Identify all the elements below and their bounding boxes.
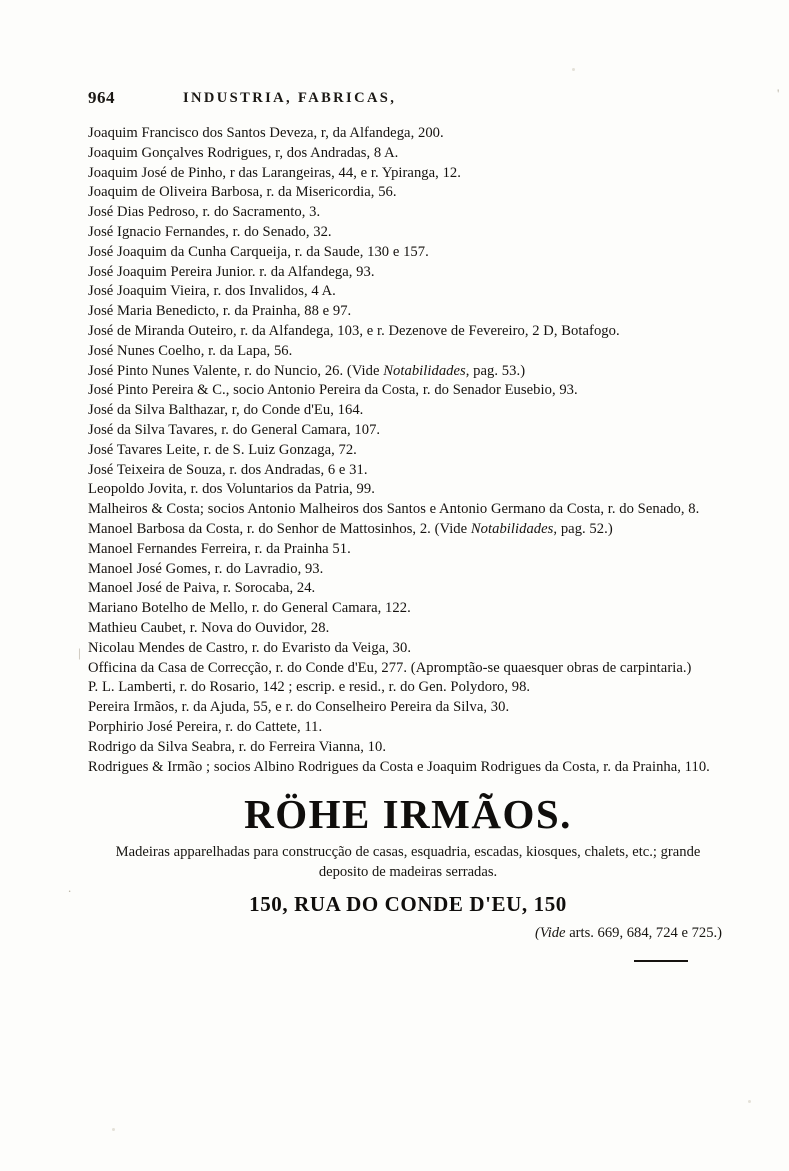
list-item: José Joaquim Pereira Junior. r. da Alfandega, 93. [88,263,375,280]
list-item: Pereira Irmãos, r. da Ajuda, 55, e r. do Conselheiro Pereira da Silva, 30. [88,699,510,716]
advertisement-description: Madeiras apparelhadas para construcção de casas, esquadria, escadas, kiosques, chalets, etc.; grande deposito de madeiras serradas. [115,843,701,880]
list-item: Mathieu Caubet, r. Nova do Ouvidor, 28. [88,619,330,636]
scan-speck: . [68,880,72,895]
list-item: Joaquim de Oliveira Barbosa, r. da Misericordia, 56. [88,184,397,201]
list-item: José Tavares Leite, r. de S. Luiz Gonzaga, 72. [88,441,357,458]
list-item: Mariano Botelho de Mello, r. do General Camara, 122. [88,600,411,617]
advertisement-block [88,791,728,962]
advertisement-reference-vide: (Vide [535,925,566,942]
list-item: José Ignacio Fernandes, r. do Senado, 32. [88,223,332,240]
list-item: José Pinto Nunes Valente, r. do Nuncio, 26. (Vide Notabilidades, pag. 53.) [88,362,526,379]
list-item: José Dias Pedroso, r. do Sacramento, 3. [88,204,321,221]
list-item: Porphirio José Pereira, r. do Cattete, 11. [88,718,323,735]
advertisement-address: 150, RUA DO CONDE D'EU, 150 [249,892,567,917]
list-item: Manoel José Gomes, r. do Lavradio, 93. [88,560,324,577]
list-item: José da Silva Tavares, r. do General Camara, 107. [88,421,381,438]
list-item: Joaquim Gonçalves Rodrigues, r, dos Andradas, 8 A. [88,144,399,161]
list-item: Manoel José de Paiva, r. Sorocaba, 24. [88,580,316,597]
advertisement-reference-articles: arts. 669, 684, 724 e 725.) [569,925,722,942]
advertisement-title: RÖHE IRMÃOS. [244,790,572,837]
list-item: Officina da Casa de Correcção, r. do Conde d'Eu, 277. (Apromptão-se quaesquer obras de carpintaria.) [88,659,692,676]
list-item: Manoel Fernandes Ferreira, r. da Prainha 51. [88,540,351,557]
scan-speck [112,1128,115,1131]
list-item: José Joaquim Vieira, r. dos Invalidos, 4 A. [88,283,336,300]
list-item: P. L. Lamberti, r. do Rosario, 142 ; escrip. e resid., r. do Gen. Polydoro, 98. [88,679,531,696]
list-item: José Nunes Coelho, r. da Lapa, 56. [88,342,293,359]
horizontal-rule [634,960,688,962]
advertisement-rule-row [88,946,728,962]
page-header [88,88,728,114]
scan-speck [748,1100,751,1103]
folio-number: 964 [88,88,115,107]
list-item: Manoel Barbosa da Costa, r. do Senhor de Mattosinhos, 2. (Vide Notabilidades, pag. 52.) [88,520,613,537]
list-item: Rodrigues & Irmão ; socios Albino Rodrigues da Costa e Joaquim Rodrigues da Costa, r. da Prainha, 110. [88,758,710,775]
scan-speck [572,68,575,71]
page-content [88,88,728,962]
scan-speck: ' [777,86,780,101]
list-item: José Joaquim da Cunha Carqueija, r. da Saude, 130 e 157. [88,243,429,260]
list-item: José Maria Benedicto, r. da Prainha, 88 e 97. [88,303,352,320]
list-item: Leopoldo Jovita, r. dos Voluntarios da Patria, 99. [88,481,375,498]
scan-speck: | [78,645,81,660]
list-item: Nicolau Mendes de Castro, r. do Evaristo da Veiga, 30. [88,639,412,656]
list-item: Rodrigo da Silva Seabra, r. do Ferreira Vianna, 10. [88,738,387,755]
list-item: Joaquim Francisco dos Santos Deveza, r, da Alfandega, 200. [88,125,444,141]
list-item: Malheiros & Costa; socios Antonio Malheiros dos Santos e Antonio Germano da Costa, r. do Senado, 8. [88,501,700,518]
list-item: José de Miranda Outeiro, r. da Alfandega, 103, e r. Dezenove de Fevereiro, 2 D, Botafogo. [88,322,620,339]
list-item: Joaquim José de Pinho, r das Larangeiras, 44, e r. Ypiranga, 12. [88,164,461,181]
list-item: José Pinto Pereira & C., socio Antonio Pereira da Costa, r. do Senador Eusebio, 93. [88,382,578,399]
advertisement-reference [88,925,728,942]
list-item: José Teixeira de Souza, r. dos Andradas, 6 e 31. [88,461,368,478]
running-title: INDUSTRIA, FABRICAS, [183,90,397,106]
list-item: José da Silva Balthazar, r, do Conde d'Eu, 164. [88,402,364,419]
directory-entry-list [88,124,728,777]
